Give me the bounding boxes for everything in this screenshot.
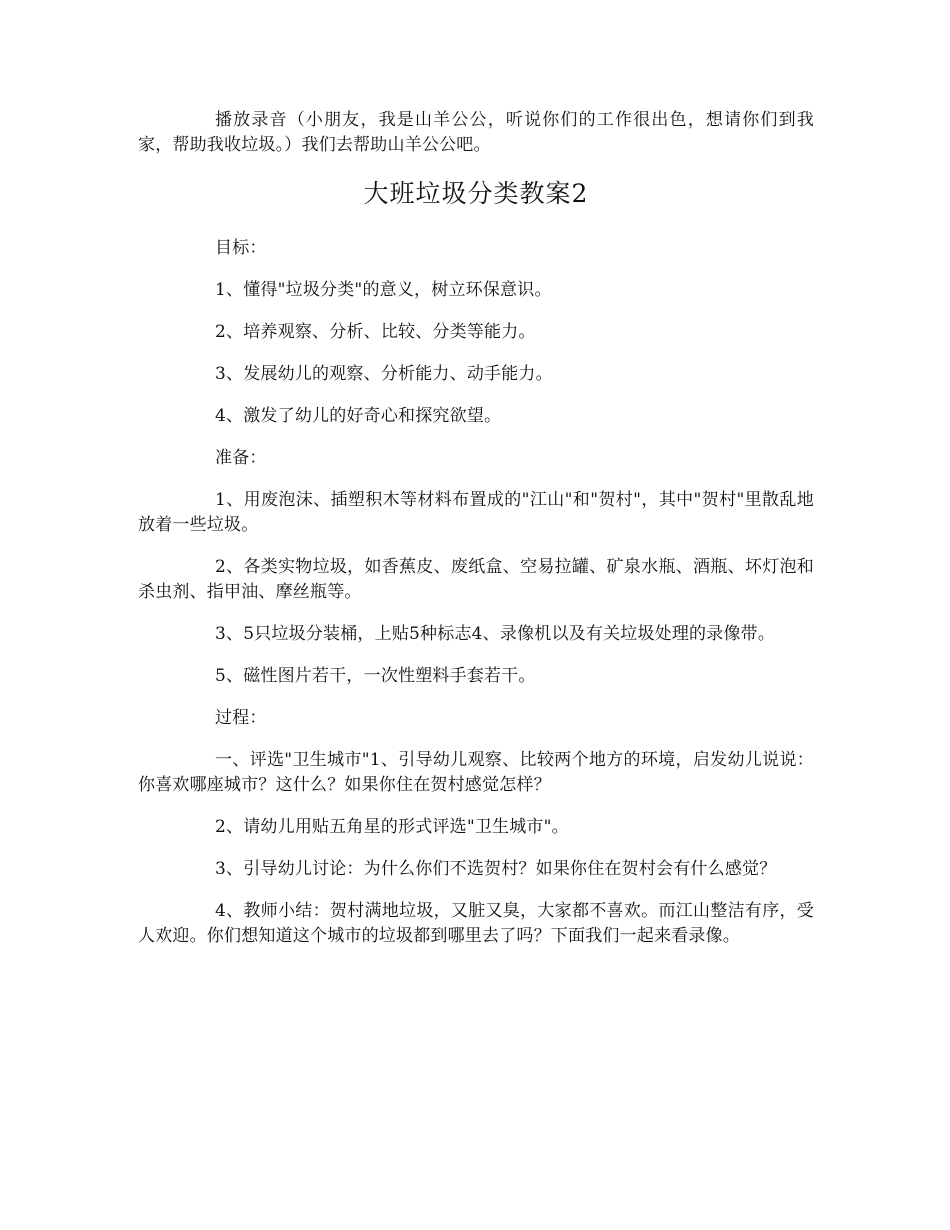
prep-item: 1、用废泡沫、插塑积木等材料布置成的"江山"和"贺村"，其中"贺村"里散乱地放着一些垃圾。 xyxy=(138,490,814,535)
process-item: 2、请幼儿用贴五角星的形式评选"卫生城市"。 xyxy=(215,817,569,837)
process-item: 4、教师小结：贺村满地垃圾，又脏又臭，大家都不喜欢。而江山整洁有序，受人欢迎。你们想知道这个城市的垃圾都到哪里去了吗？下面我们一起来看录像。 xyxy=(138,901,814,946)
goal-item: 4、激发了幼儿的好奇心和探究欲望。 xyxy=(215,406,502,426)
process-heading: 过程： xyxy=(215,708,267,728)
process-item: 3、引导幼儿讨论：为什么你们不选贺村？如果你住在贺村会有什么感觉？ xyxy=(215,859,777,879)
goal-item: 1、懂得"垃圾分类"的意义，树立环保意识。 xyxy=(215,280,552,300)
document-body xyxy=(138,108,814,949)
prep-heading: 准备： xyxy=(215,448,267,468)
prep-item: 5、磁性图片若干，一次性塑料手套若干。 xyxy=(215,666,536,686)
document-title: 大班垃圾分类教案2 xyxy=(363,179,589,208)
goal-item: 2、培养观察、分析、比较、分类等能力。 xyxy=(215,322,536,342)
prep-item: 3、5只垃圾分装桶，上贴5种标志4、录像机以及有关垃圾处理的录像带。 xyxy=(215,624,776,644)
goal-item: 3、发展幼儿的观察、分析能力、动手能力。 xyxy=(215,364,553,384)
intro-paragraph: 播放录音（小朋友，我是山羊公公，听说你们的工作很出色，想请你们到我家，帮助我收垃圾。）我们去帮助山羊公公吧。 xyxy=(138,110,814,155)
prep-item: 2、各类实物垃圾，如香蕉皮、废纸盒、空易拉罐、矿泉水瓶、酒瓶、坏灯泡和杀虫剂、指甲油、摩丝瓶等。 xyxy=(138,557,814,602)
process-item: 一、评选"卫生城市"1、引导幼儿观察、比较两个地方的环境，启发幼儿说说：你喜欢哪座城市？这什么？如果你住在贺村感觉怎样？ xyxy=(138,750,814,795)
goals-heading: 目标： xyxy=(215,238,267,258)
